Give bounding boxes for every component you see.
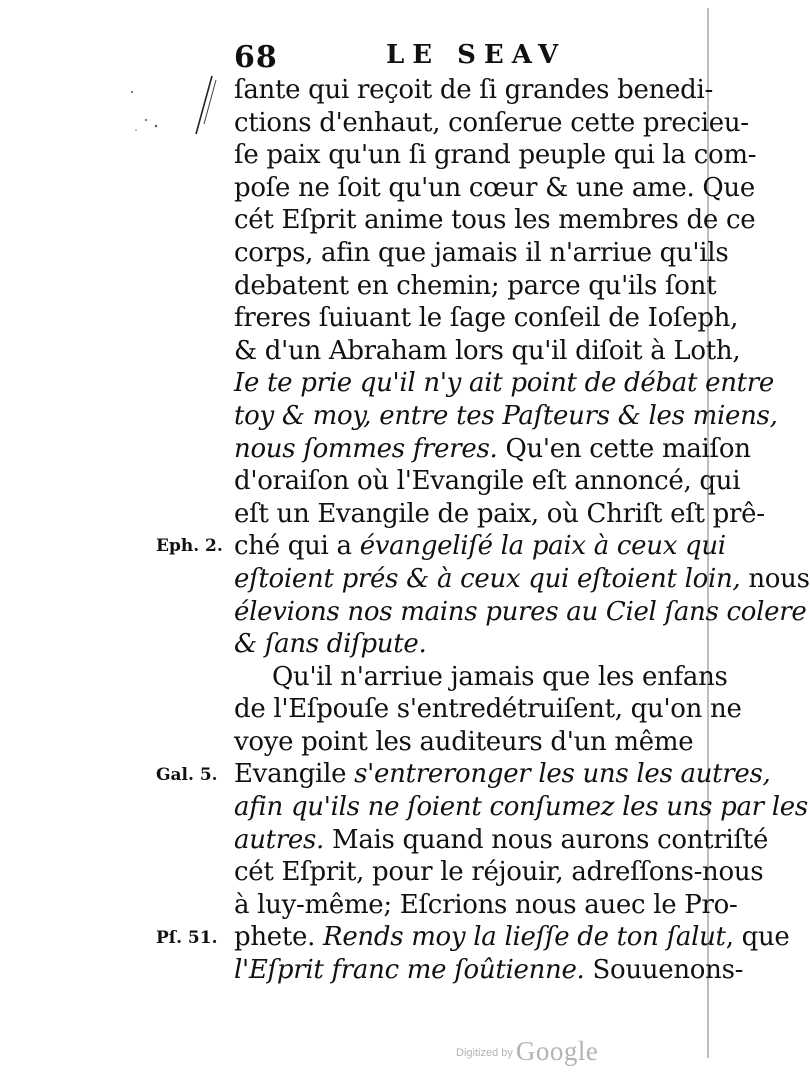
digitization-watermark	[456, 1036, 598, 1067]
pen-stroke-mark	[190, 74, 220, 138]
text-line	[234, 498, 765, 531]
roman-segment: d'oraiſon où l'Evangile eſt annoncé, qui	[234, 466, 741, 497]
text-line	[234, 107, 749, 140]
roman-segment: nous	[740, 563, 810, 594]
roman-segment: poſe ne ſoit qu'un cœur & une ame. Que	[234, 172, 755, 203]
italic-segment: toy & moy, entre tes Paſteurs & les miens,	[234, 400, 778, 431]
text-line	[234, 270, 717, 303]
running-head: LE SEAV	[386, 40, 567, 70]
text-line	[234, 465, 741, 498]
page-number: 68	[234, 40, 278, 75]
roman-segment: cét Eſprit anime tous les membres de ce	[234, 205, 756, 236]
roman-segment: Evangile	[234, 759, 355, 790]
roman-segment: ſe paix qu'un ſi grand peuple qui la com-	[234, 140, 757, 171]
italic-segment: l'Eſprit franc me ſoûtienne.	[234, 955, 585, 986]
roman-segment: corps, afin que jamais il n'arriue qu'ils	[234, 237, 729, 268]
italic-segment: Rends moy la lieſſe de ton ſalut	[323, 922, 726, 953]
roman-segment: ſante qui reçoit de ſi grandes benedi-	[234, 75, 713, 105]
page-header	[226, 40, 696, 76]
roman-segment: ctions d'enhaut, conſerue cette precieu-	[234, 107, 749, 138]
italic-segment: afin qu'ils ne ſoient conſumez les uns par les	[234, 792, 808, 823]
text-line	[234, 367, 775, 400]
italic-segment: s'entreronger les uns les autres,	[354, 759, 771, 790]
roman-segment: , que	[725, 922, 790, 953]
italic-segment: Ie te prie qu'il n'y ait point de débat entre	[234, 368, 775, 399]
roman-segment: cét Eſprit, pour le réjouir, adreſſons-nous	[234, 857, 764, 888]
roman-segment: ché qui a	[234, 531, 360, 562]
watermark-prefix: Digitized by	[456, 1047, 513, 1059]
margin-reference: Eph. 2.	[156, 536, 223, 557]
text-line	[234, 628, 694, 661]
text-line	[234, 74, 713, 107]
text-line	[234, 921, 790, 954]
margin-reference: Pſ. 51.	[156, 927, 218, 948]
text-line	[234, 204, 756, 237]
text-line	[234, 530, 726, 563]
text-line	[234, 661, 728, 694]
text-line	[234, 824, 769, 857]
roman-segment: Qu'il n'arriue jamais que les enfans	[272, 661, 728, 692]
text-line	[234, 139, 757, 172]
text-line	[234, 237, 729, 270]
text-line	[234, 693, 742, 726]
text-line	[234, 433, 751, 466]
italic-segment: & ſans diſpute.	[234, 629, 427, 660]
roman-segment: à luy-même; Eſcrions nous auec le Pro-	[234, 889, 738, 920]
ink-specks	[126, 86, 166, 136]
roman-segment: freres ſuiuant le ſage conſeil de Ioſeph,	[234, 303, 739, 334]
text-line	[234, 889, 738, 922]
text-line	[234, 726, 694, 759]
roman-segment: voye point les auditeurs d'un même	[234, 726, 694, 757]
margin-reference: Gal. 5.	[156, 764, 218, 785]
text-line	[234, 856, 764, 889]
text-line	[234, 335, 741, 368]
text-line	[234, 758, 771, 791]
text-line	[234, 563, 810, 596]
roman-segment: Qu'en cette maiſon	[497, 433, 751, 464]
roman-segment: de l'Eſpouſe s'entredétruiſent, qu'on ne	[234, 694, 742, 725]
roman-segment: Mais quand nous aurons contriſté	[324, 824, 769, 855]
body-text	[234, 74, 810, 987]
roman-segment: phete.	[234, 922, 324, 953]
italic-segment: élevions nos mains pures au Ciel ſans colere	[234, 596, 807, 627]
roman-segment: eſt un Evangile de paix, où Chriſt eſt prê-	[234, 498, 765, 529]
roman-segment: & d'un Abraham lors qu'il diſoit à Loth,	[234, 335, 741, 366]
watermark-brand: Google	[515, 1036, 599, 1066]
roman-segment: Souuenons-	[584, 955, 744, 986]
text-line	[234, 400, 778, 433]
italic-segment: autres.	[234, 824, 325, 855]
roman-segment: debatent en chemin; parce qu'ils ſont	[234, 270, 717, 301]
italic-segment: eſtoient prés & à ceux qui eſtoient loin,	[234, 563, 741, 594]
text-line	[234, 596, 807, 629]
text-line	[234, 302, 739, 335]
text-line	[234, 954, 744, 987]
text-line	[234, 791, 808, 824]
text-line	[234, 172, 755, 205]
italic-segment: évangeliſé la paix à ceux qui	[359, 531, 726, 562]
italic-segment: nous ſommes freres.	[234, 433, 498, 464]
